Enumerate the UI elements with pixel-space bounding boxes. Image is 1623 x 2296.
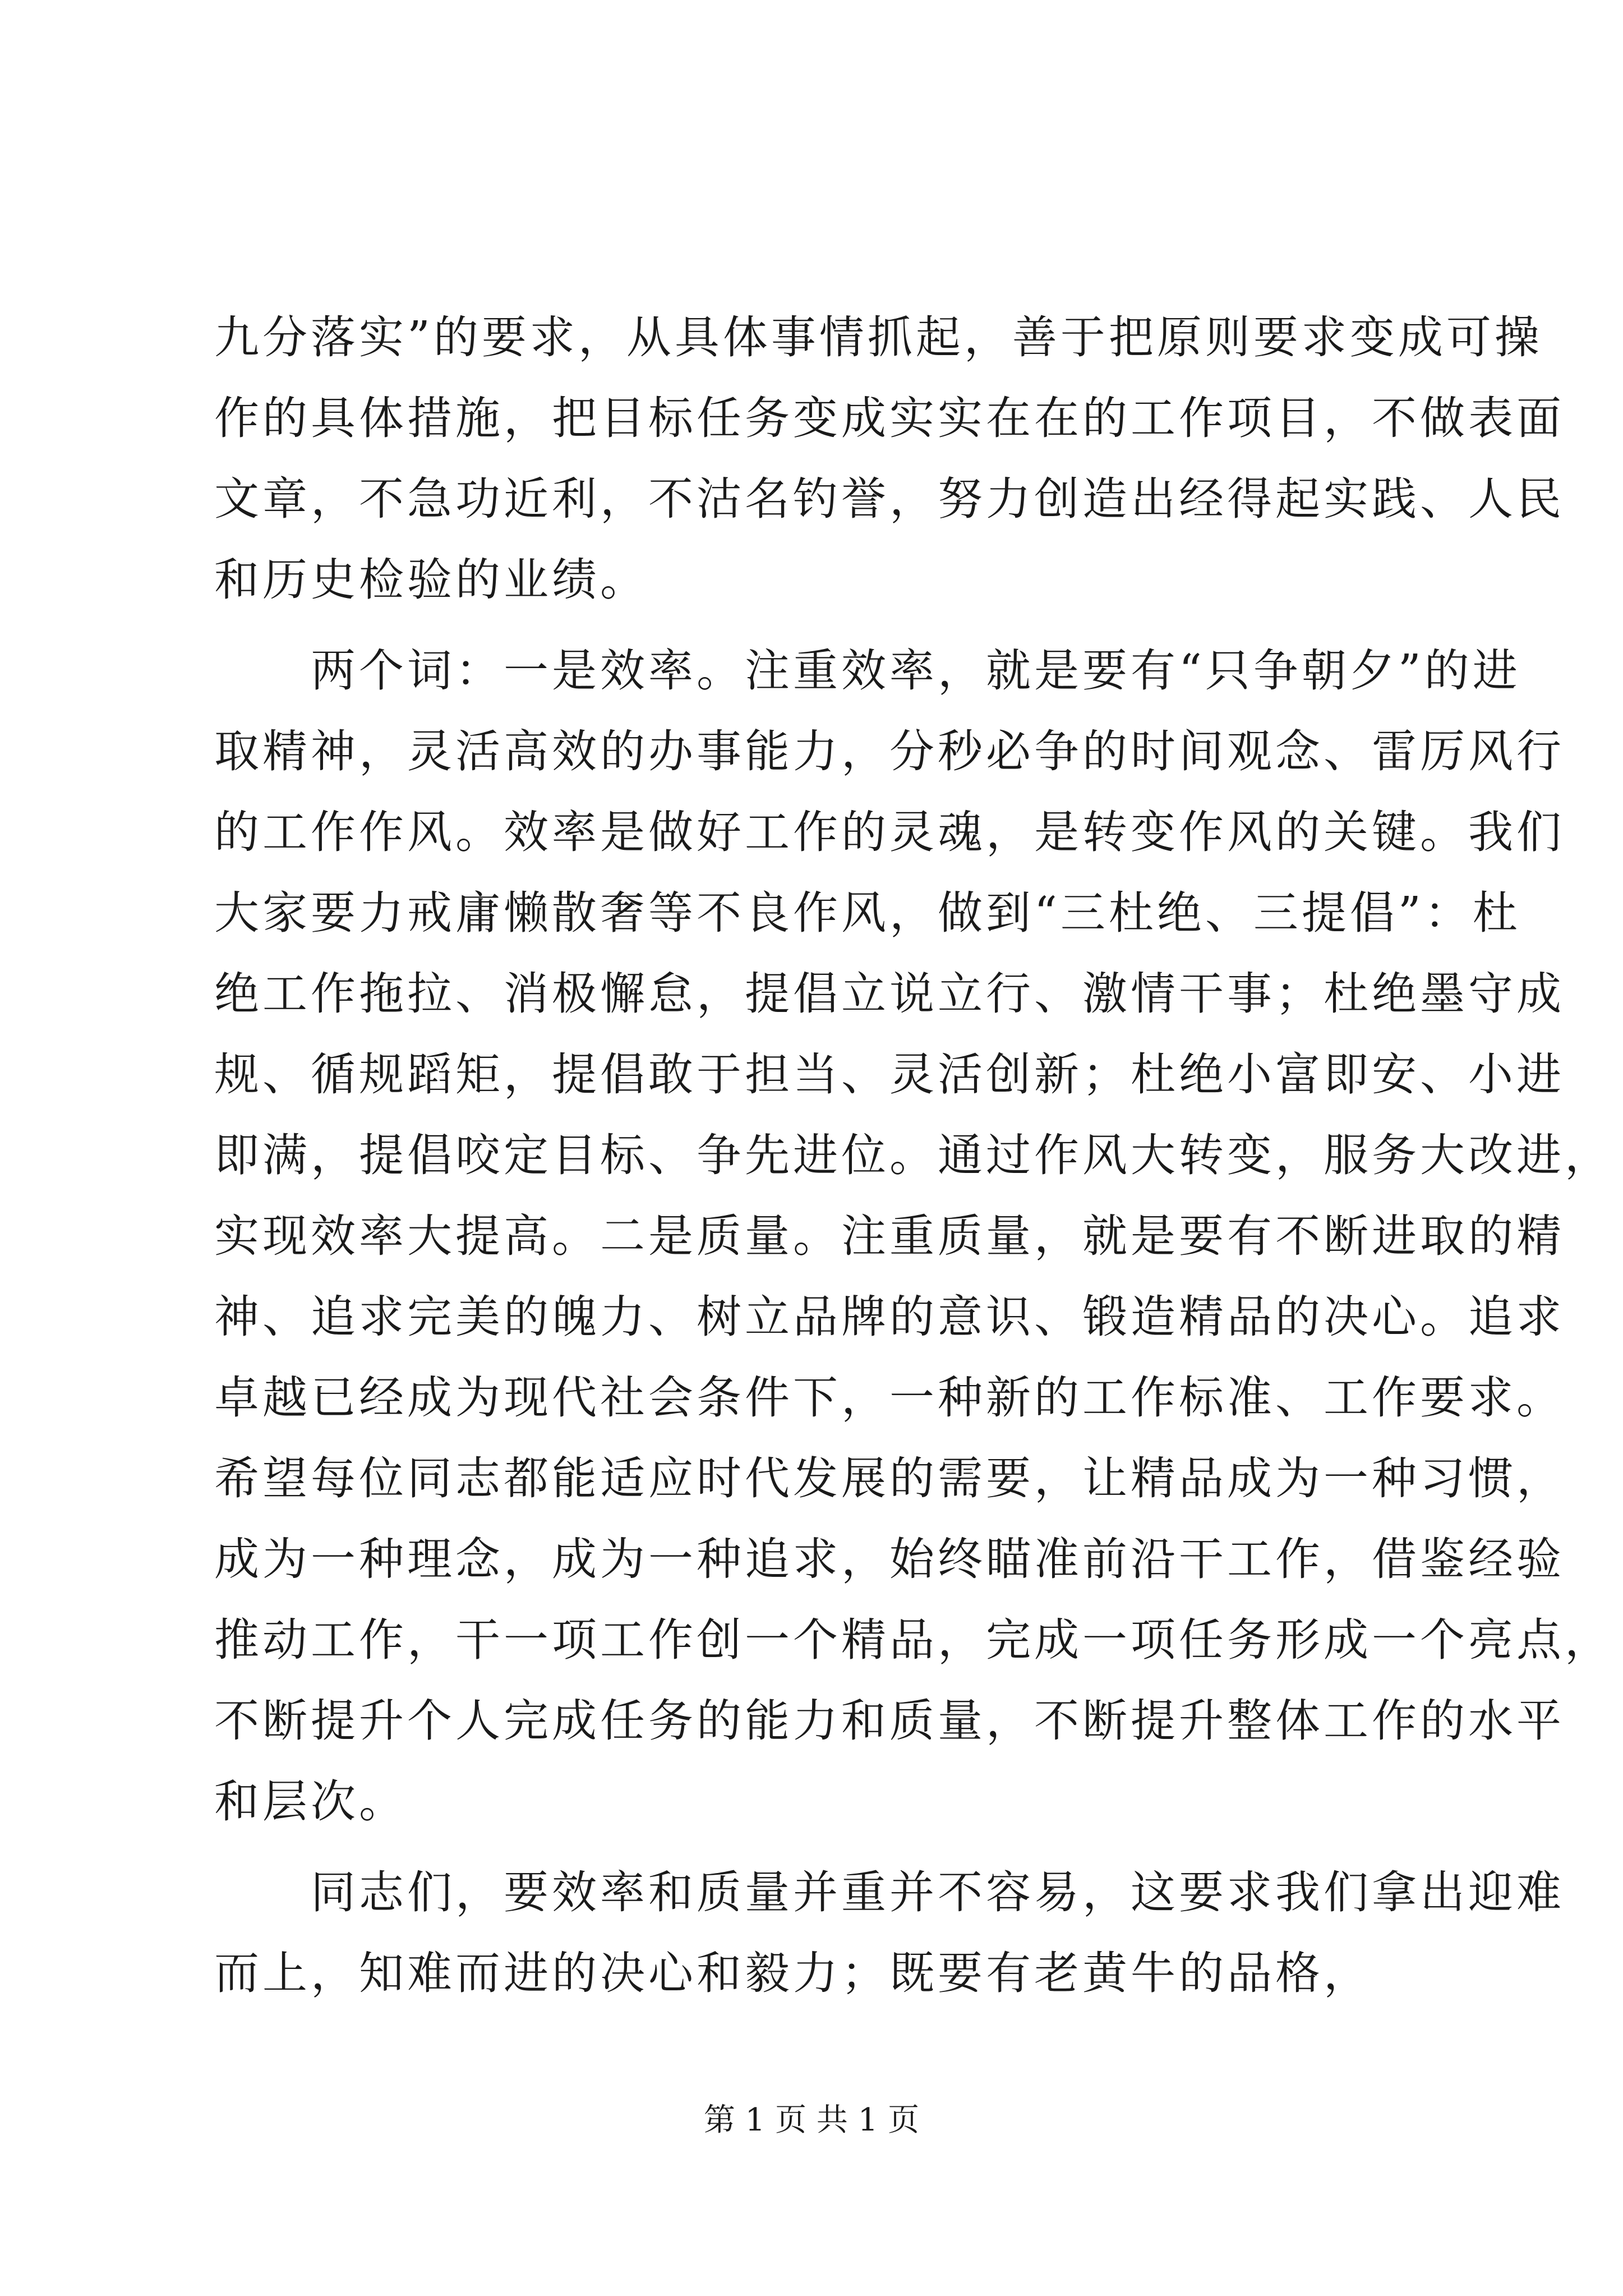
paragraph-line: 作的具体措施，把目标任务变成实实在在的工作项目，不做表面: [214, 392, 1565, 444]
paragraph-line: 成为一种理念，成为一种追求，始终瞄准前沿干工作，借鉴经验: [214, 1533, 1565, 1585]
paragraph-line: 推动工作，干一项工作创一个精品，完成一项任务形成一个亮点，: [214, 1614, 1613, 1666]
paragraph-gap: [214, 1842, 1420, 1852]
paragraph-gap: [214, 620, 1420, 631]
paragraph-line: 和层次。: [214, 1775, 407, 1828]
paragraph-line: 大家要力戒庸懒散奢等不良作风，做到“三杜绝、三提倡”：杜: [214, 887, 1521, 939]
paragraph-line: 神、追求完美的魄力、树立品牌的意识、锻造精品的决心。追求: [214, 1291, 1565, 1343]
paragraph-line: 和历史检验的业绩。: [214, 554, 648, 606]
paragraph-line: 绝工作拖拉、消极懈怠，提倡立说立行、激情干事；杜绝墨守成: [214, 968, 1565, 1020]
page-footer: [0, 2098, 1623, 2143]
paragraph-line: 而上，知难而进的决心和毅力；既要有老黄牛的品格，: [214, 1947, 1372, 1999]
paragraph-line: 九分落实”的要求，从具体事情抓起，善于把原则要求变成可操: [214, 311, 1543, 364]
paragraph-line: 文章，不急功近利，不沽名钓誉，努力创造出经得起实践、人民: [214, 473, 1565, 525]
page-number-label: 第 1 页 共 1 页: [703, 2102, 920, 2138]
paragraph-line: 两个词：一是效率。注重效率，就是要有“只争朝夕”的进: [311, 645, 1521, 697]
paragraph-line: 的工作作风。效率是做好工作的灵魂，是转变作风的关键。我们: [214, 806, 1565, 858]
paragraph-line: 卓越已经成为现代社会条件下，一种新的工作标准、工作要求。: [214, 1372, 1565, 1424]
paragraph-line: 取精神，灵活高效的办事能力，分秒必争的时间观念、雷厉风行: [214, 725, 1565, 777]
document-body: [214, 297, 1613, 2014]
paragraph-line: 实现效率大提高。二是质量。注重质量，就是要有不断进取的精: [214, 1210, 1565, 1262]
paragraph-line: 不断提升个人完成任务的能力和质量，不断提升整体工作的水平: [214, 1695, 1565, 1747]
paragraph-line: 规、循规蹈矩，提倡敢于担当、灵活创新；杜绝小富即安、小进: [214, 1048, 1565, 1101]
paragraph-line: 希望每位同志都能适应时代发展的需要，让精品成为一种习惯，: [214, 1452, 1565, 1504]
paragraph-line: 即满，提倡咬定目标、争先进位。通过作风大转变，服务大改进，: [214, 1129, 1613, 1181]
paragraph-line: 同志们，要效率和质量并重并不容易，这要求我们拿出迎难: [311, 1866, 1565, 1918]
